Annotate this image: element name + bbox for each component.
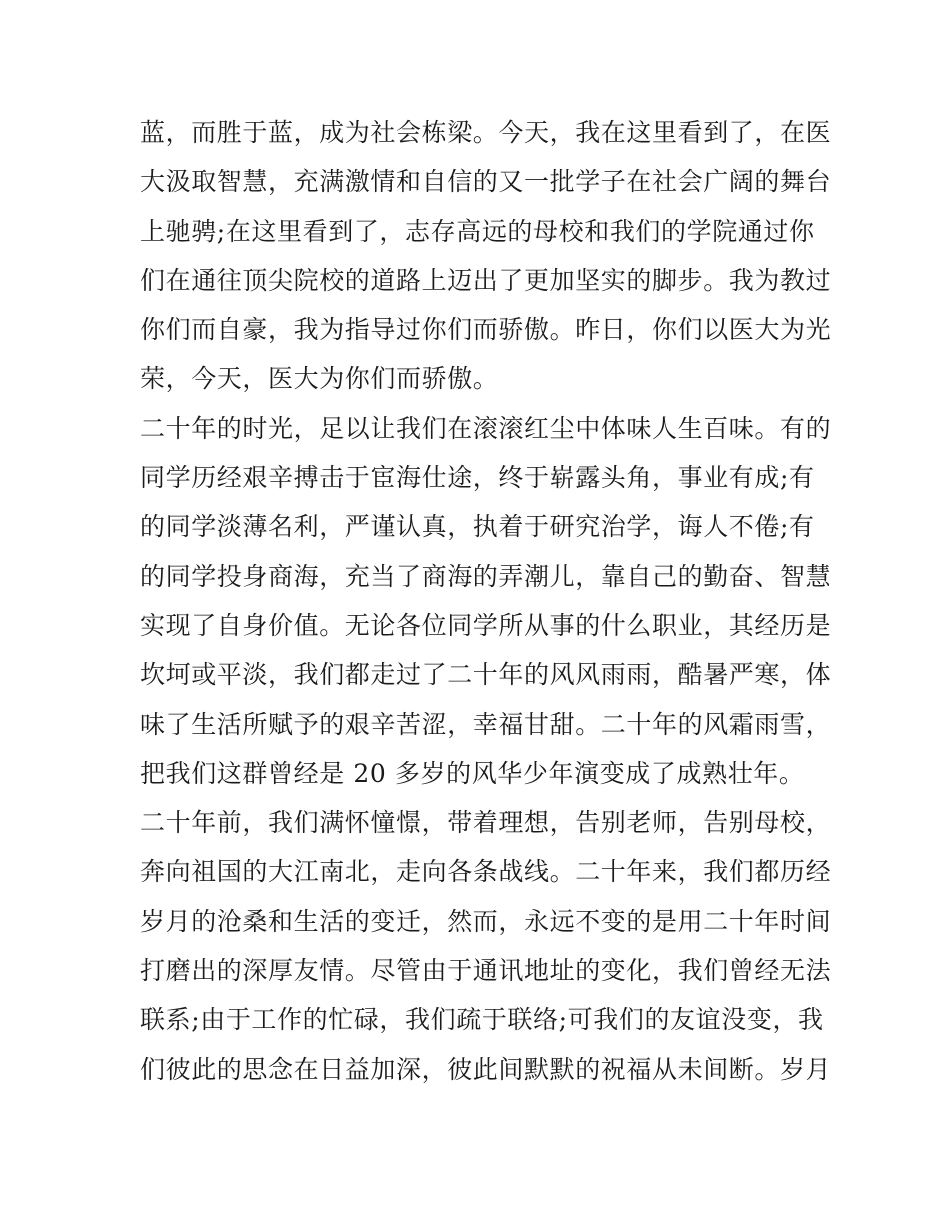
- text-line: 你们而自豪，我为指导过你们而骄傲。昨日，你们以医大为光: [140, 315, 832, 345]
- text-line: 大汲取智慧，充满激情和自信的又一批学子在社会广阔的舞台: [140, 167, 832, 197]
- text-line: 蓝，而胜于蓝，成为社会栋梁。今天，我在这里看到了，在医: [140, 118, 832, 147]
- text-line: 把我们这群曾经是 20 多岁的风华少年演变成了成熟壮年。: [140, 758, 805, 788]
- text-line: 味了生活所赋予的艰辛苦涩，幸福甘甜。二十年的风霜雨雪，: [140, 709, 832, 739]
- text-line: 打磨出的深厚友情。尽管由于通讯地址的变化，我们曾经无法: [140, 956, 832, 986]
- text-line: 奔向祖国的大江南北，走向各条战线。二十年来，我们都历经: [140, 857, 832, 887]
- text-line: 岁月的沧桑和生活的变迁，然而，永远不变的是用二十年时间: [140, 906, 832, 936]
- text-line: 的同学淡薄名利，严谨认真，执着于研究治学，诲人不倦;有: [140, 512, 815, 542]
- text-line: 二十年前，我们满怀憧憬，带着理想，告别老师，告别母校，: [140, 808, 832, 838]
- text-line: 上驰骋;在这里看到了，志存高远的母校和我们的学院通过你: [140, 216, 815, 246]
- text-line: 们在通往顶尖院校的道路上迈出了更加坚实的脚步。我为教过: [140, 265, 832, 295]
- body-text: [140, 108, 832, 1094]
- text-line: 二十年的时光，足以让我们在滚滚红尘中体味人生百味。有的: [140, 413, 832, 443]
- text-line: 同学历经艰辛搏击于宦海仕途，终于崭露头角，事业有成;有: [140, 463, 815, 493]
- text-line: 的同学投身商海，充当了商海的弄潮儿，靠自己的勤奋、智慧: [140, 561, 832, 591]
- text-line: 荣，今天，医大为你们而骄傲。: [140, 364, 499, 394]
- text-line: 实现了自身价值。无论各位同学所从事的什么职业，其经历是: [140, 610, 832, 640]
- text-line: 们彼此的思念在日益加深，彼此间默默的祝福从未间断。岁月: [140, 1054, 832, 1084]
- text-line: 坎坷或平淡，我们都走过了二十年的风风雨雨，酷暑严寒，体: [140, 660, 832, 690]
- text-line: 联系;由于工作的忙碌，我们疏于联络;可我们的友谊没变，我: [140, 1005, 824, 1035]
